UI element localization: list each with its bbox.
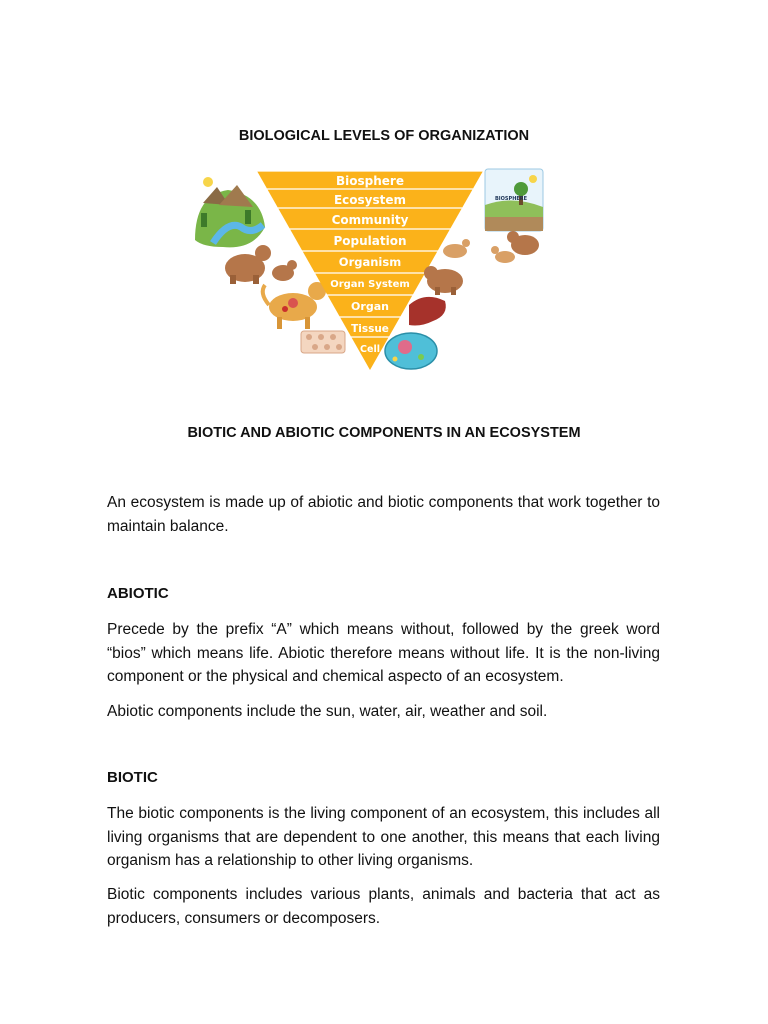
- abiotic-paragraph-2: Abiotic components include the sun, water, air, weather and soil.: [107, 703, 548, 720]
- level-organism-label: Organism: [338, 255, 402, 269]
- bear-family-illustration: [225, 245, 297, 284]
- levels-pyramid-illustration: [193, 165, 547, 375]
- level-tissue-label: Tissue: [351, 323, 389, 335]
- intro-paragraph: An ecosystem is made up of abiotic and biotic components that work together to maintain balance.: [107, 494, 660, 535]
- liver-organ-illustration: [409, 297, 446, 326]
- biosphere-inset-label: BIOSPHERE: [495, 196, 528, 202]
- levels-heading: BIOLOGICAL LEVELS OF ORGANIZATION: [238, 128, 530, 144]
- level-organ-system-label: Organ System: [330, 279, 410, 290]
- biosphere-inset-illustration: [485, 169, 543, 231]
- cell-illustration: [385, 333, 437, 369]
- biotic-paragraph-2: Biotic components includes various plants, animals and bacteria that act as producers, consumers or decomposers.: [107, 886, 660, 927]
- tissue-illustration: [301, 331, 345, 353]
- levels-of-organization-figure: [193, 165, 547, 375]
- level-cell-label: Cell: [360, 344, 380, 355]
- level-organ-label: Organ: [351, 300, 389, 313]
- cat-organ-system-illustration: [263, 282, 326, 329]
- level-biosphere-label: Biosphere: [336, 174, 404, 188]
- abiotic-paragraph-1: Precede by the prefix “A” which means without, followed by the greek word “bios” which means life. Abiotic therefore means without life. It is the non-living component or the physical and chemical aspecto of an ecosystem.: [107, 621, 660, 685]
- biotic-paragraph-1: The biotic components is the living component of an ecosystem, this includes all living organisms that are dependent to one another, this means that each living organism has a relationship to other living organisms.: [107, 805, 660, 869]
- abiotic-heading: ABIOTIC: [107, 585, 169, 602]
- level-community-label: Community: [331, 213, 409, 227]
- deer-herd-illustration: [443, 231, 539, 263]
- level-population-label: Population: [333, 234, 407, 248]
- biotic-heading: BIOTIC: [107, 769, 158, 786]
- landscape-illustration: [195, 177, 265, 247]
- bear-illustration: [424, 266, 463, 295]
- level-ecosystem-label: Ecosystem: [333, 193, 407, 207]
- components-heading: BIOTIC AND ABIOTIC COMPONENTS IN AN ECOSYSTEM: [187, 425, 581, 441]
